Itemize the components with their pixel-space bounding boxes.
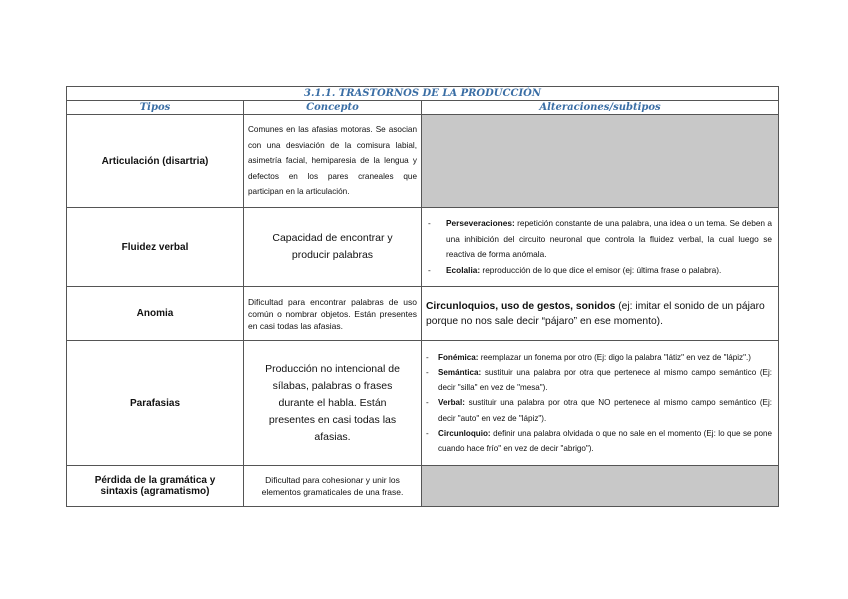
title-row	[67, 87, 779, 101]
anomia-text: (ej: imitar el sonido de un pájaro porque no nos sale decir “pájaro” en ese momento).	[426, 300, 765, 327]
fluidez-list	[422, 216, 778, 278]
list-item	[426, 395, 772, 425]
table-row	[67, 341, 779, 466]
item-lead: Verbal:	[438, 398, 465, 408]
header-tipos: Tipos	[67, 101, 244, 115]
list-item	[426, 350, 772, 365]
bullet-dash: -	[426, 352, 429, 362]
bullet-dash: -	[426, 367, 429, 377]
bullet-dash: -	[428, 264, 431, 275]
list-item	[426, 216, 772, 263]
item-lead: Ecolalia:	[446, 264, 481, 275]
item-text: reproducción de lo que dice el emisor (ej: última frase o palabra).	[480, 264, 722, 275]
item-text: repetición constante de una palabra, una idea o un tema. Se deben a una inhibición del circuito neuronal que controla la fluidez verbal, la cual luego se reactiva de forma anómala.	[446, 218, 772, 259]
anomia-lead: Circunloquios, uso de gestos, sonidos	[426, 300, 616, 312]
concepto-fluidez: Capacidad de encontrar y producir palabras	[244, 208, 422, 287]
bullet-dash: -	[426, 428, 429, 438]
list-item	[426, 263, 772, 279]
item-lead: Fonémica:	[438, 352, 479, 362]
alteraciones-anomia	[422, 287, 779, 341]
tipo-parafasias: Parafasias	[67, 341, 244, 466]
item-lead: Circunloquio:	[438, 428, 491, 438]
item-lead: Perseveraciones:	[446, 218, 515, 228]
alteraciones-articulacion-empty	[422, 115, 779, 208]
bullet-dash: -	[428, 218, 431, 228]
table-row	[67, 466, 779, 507]
concepto-agramatismo: Dificultad para cohesionar y unir los elementos gramaticales de una frase.	[244, 466, 422, 507]
table-row	[67, 287, 779, 341]
header-concepto: Concepto	[244, 101, 422, 115]
tipo-fluidez: Fluidez verbal	[67, 208, 244, 287]
tipo-anomia: Anomia	[67, 287, 244, 341]
tipo-agramatismo: Pérdida de la gramática y sintaxis (agramatismo)	[67, 466, 244, 507]
item-text: reemplazar un fonema por otro (Ej: digo la palabra "látiz" en vez de "lápiz".)	[478, 352, 751, 362]
trastornos-table	[66, 86, 779, 507]
table-title: 3.1.1. TRASTORNOS DE LA PRODUCCIÓN	[67, 87, 779, 101]
bullet-dash: -	[426, 398, 429, 408]
table-row	[67, 208, 779, 287]
alteraciones-fluidez	[422, 208, 779, 287]
item-text: definir una palabra olvidada o que no sale en el momento (Ej: lo que se pone cuando hace frío" en vez de decir "abrigo").	[438, 428, 772, 453]
list-item	[426, 426, 772, 456]
item-text: sustituir una palabra por otra que NO pertenece al mismo campo semántico (Ej: decir "auto" en vez de "lápiz").	[438, 398, 772, 423]
item-text: sustituir una palabra por otra que pertenece al mismo campo semántico (Ej: decir "silla" en vez de "mesa").	[438, 367, 772, 393]
concepto-articulacion: Comunes en las afasias motoras. Se asocian con una desviación de la comisura labial, asimetría facial, hemiparesia de la lengua y defectos en los pares craneales que participan en la articulación.	[244, 115, 422, 208]
header-alteraciones: Alteraciones/subtipos	[422, 101, 779, 115]
tipo-articulacion: Articulación (disartria)	[67, 115, 244, 208]
header-row	[67, 101, 779, 115]
concepto-anomia: Dificultad para encontrar palabras de uso común o nombrar objetos. Están presentes en casi todas las afasias.	[244, 287, 422, 341]
parafasias-list	[422, 350, 778, 456]
item-lead: Semántica:	[438, 367, 482, 377]
alteraciones-parafasias	[422, 341, 779, 466]
alteraciones-agramatismo-empty	[422, 466, 779, 507]
concepto-parafasias: Producción no intencional de sílabas, palabras o frases durante el habla. Están presentes en casi todas las afasias.	[244, 341, 422, 466]
list-item	[426, 365, 772, 395]
table-row	[67, 115, 779, 208]
